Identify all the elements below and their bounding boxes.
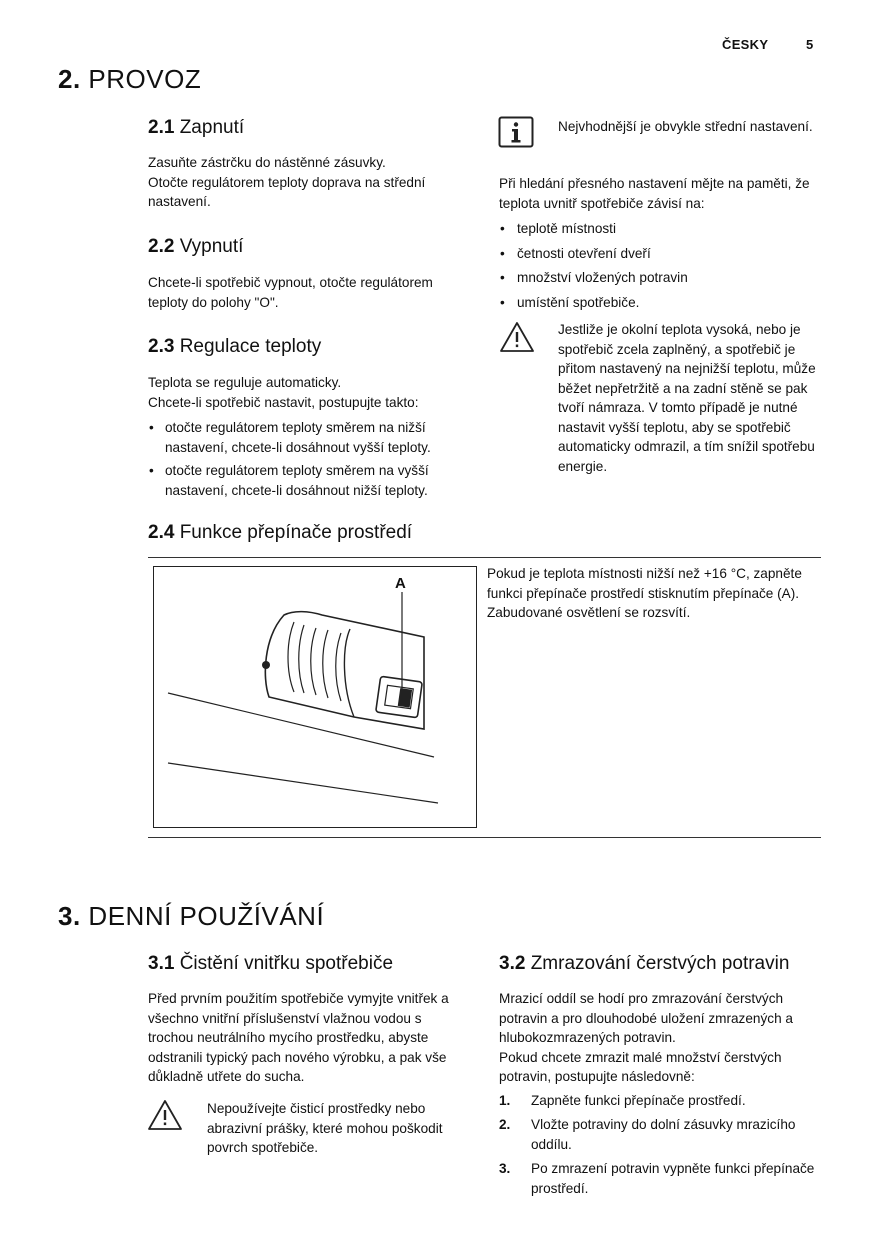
bullet-list (148, 418, 463, 500)
section-2-4-heading (148, 522, 412, 544)
numbered-steps (499, 1091, 824, 1199)
page-number: 5 (806, 37, 814, 52)
list-item (499, 1159, 824, 1198)
step-number: 3. (499, 1161, 511, 1176)
list-item (499, 1091, 824, 1111)
step-number: 1. (499, 1092, 511, 1108)
chapter-number: 3. (58, 901, 81, 931)
chapter-title: DENNÍ POUŽÍVÁNÍ (88, 901, 325, 931)
paragraph: Teplota se reguluje automaticky. (148, 375, 342, 390)
cleaning-warning: Nepoužívejte čisticí prostředky nebo abrazivní prášky, které mohou poškodit povrch spotřebiče. (207, 1101, 443, 1155)
section-2-2-heading (148, 236, 243, 258)
chapter-number: 2. (58, 64, 81, 94)
section-title: Funkce přepínače prostředí (179, 522, 413, 543)
paragraph: Pokud chcete zmrazit malé množství čerstvých potravin, postupujte následovně: (499, 1049, 782, 1084)
paragraph: Chcete-li spotřebič nastavit, postupujte takto: (148, 394, 419, 410)
section-title: Zapnutí (179, 117, 245, 138)
list-item: • teplotě místnosti (499, 219, 824, 239)
section-title: Vypnutí (179, 236, 244, 257)
section-3-2-text (499, 989, 824, 1203)
section-2-3-text (148, 373, 463, 504)
bullet-list (499, 219, 824, 312)
paragraph: Zasuňte zástrčku do nástěnné zásuvky. (148, 155, 386, 170)
paragraph: Chcete-li spotřebič vypnout, otočte regulátorem teploty do polohy "O". (148, 275, 433, 310)
chapter-title: PROVOZ (88, 64, 202, 94)
table-bottom-rule (148, 837, 821, 838)
section-number: 2.4 (148, 522, 175, 543)
step-number: 2. (499, 1117, 511, 1132)
section-number: 2.3 (148, 336, 175, 357)
list-item: • množství vložených potravin (499, 268, 824, 288)
header-language: ČESKY (722, 37, 769, 52)
step-text: Vložte potraviny do dolní zásuvky mrazicího oddílu. (531, 1117, 796, 1152)
info-note: Nejvhodnější je obvykle střední nastavení. (558, 119, 813, 134)
step-text: Po zmrazení potravin vypněte funkci přepínače prostředí. (531, 1161, 815, 1196)
section-number: 3.1 (148, 953, 175, 974)
list-item: • otočte regulátorem teploty směrem na vyšší nastavení, chcete-li dosáhnout nižší teploty. (148, 461, 463, 500)
section-number: 2.1 (148, 117, 175, 138)
warning-icon (146, 1098, 184, 1132)
section-2-3-heading (148, 336, 321, 358)
section-2-4-text (487, 564, 807, 623)
section-number: 3.2 (499, 953, 526, 974)
paragraph: Před prvním použitím spotřebiče vymyjte vnitřek a všechno vnitřní příslušenství vlažnou vodou s trochou neutrálního mycího prostředku, abyste odstranili typický pach nového výrobku, a pak vše důkladně utřete do sucha. (148, 991, 449, 1084)
section-3-1-text (148, 989, 468, 1087)
section-title: Čistění vnitřku spotřebiče (179, 953, 394, 974)
chapter-3-heading (58, 901, 324, 932)
paragraph: Mrazicí oddíl se hodí pro zmrazování čerstvých potravin a pro dlouhodobé uložení zmrazených a hlubokozmrazených potravin. (499, 991, 793, 1045)
paragraph: Zabudované osvětlení se rozsvítí. (487, 605, 691, 620)
list-item (499, 1115, 824, 1154)
list-item: • otočte regulátorem teploty směrem na nižší nastavení, chcete-li dosáhnout vyšší teploty. (148, 418, 463, 457)
list-item: • četnosti otevření dveří (499, 244, 824, 264)
section-2-1-heading (148, 117, 244, 139)
figure-label-a: A (395, 575, 406, 592)
paragraph: Otočte regulátorem teploty doprava na střední nastavení. (148, 174, 426, 209)
section-2-1-text (148, 153, 463, 212)
section-title: Zmrazování čerstvých potravin (530, 953, 790, 974)
list-item: • umístění spotřebiče. (499, 293, 824, 313)
warning-icon (498, 320, 536, 354)
temperature-dependence (499, 174, 824, 317)
section-number: 2.2 (148, 236, 175, 257)
paragraph: Pokud je teplota místnosti nižší než +16 °C, zapněte funkci přepínače prostředí stisknutím přepínače (A). (487, 566, 802, 601)
info-icon (498, 116, 534, 148)
step-text: Zapněte funkci přepínače prostředí. (531, 1092, 746, 1108)
switch-illustration (153, 566, 477, 828)
section-2-2-text (148, 273, 463, 312)
paragraph: Při hledání přesného nastavení mějte na paměti, že teplota uvnitř spotřebiče závisí na: (499, 176, 810, 211)
section-3-1-heading (148, 953, 393, 975)
section-3-2-heading (499, 953, 789, 975)
warning-note: Jestliže je okolní teplota vysoká, nebo je spotřebič zcela zaplněný, a spotřebič je přitom nastavený na nejnižší teplotu, může běžet nepřetržitě a na zadní stěně se pak tvoří námraza. V tomto případě je nutné nastavit vyšší teplotu, aby se spotřebič automaticky odmrazil, a tím snížil spotřebu energie. (558, 322, 816, 474)
table-top-rule (148, 557, 821, 558)
section-title: Regulace teploty (179, 336, 322, 357)
chapter-2-heading (58, 64, 201, 95)
